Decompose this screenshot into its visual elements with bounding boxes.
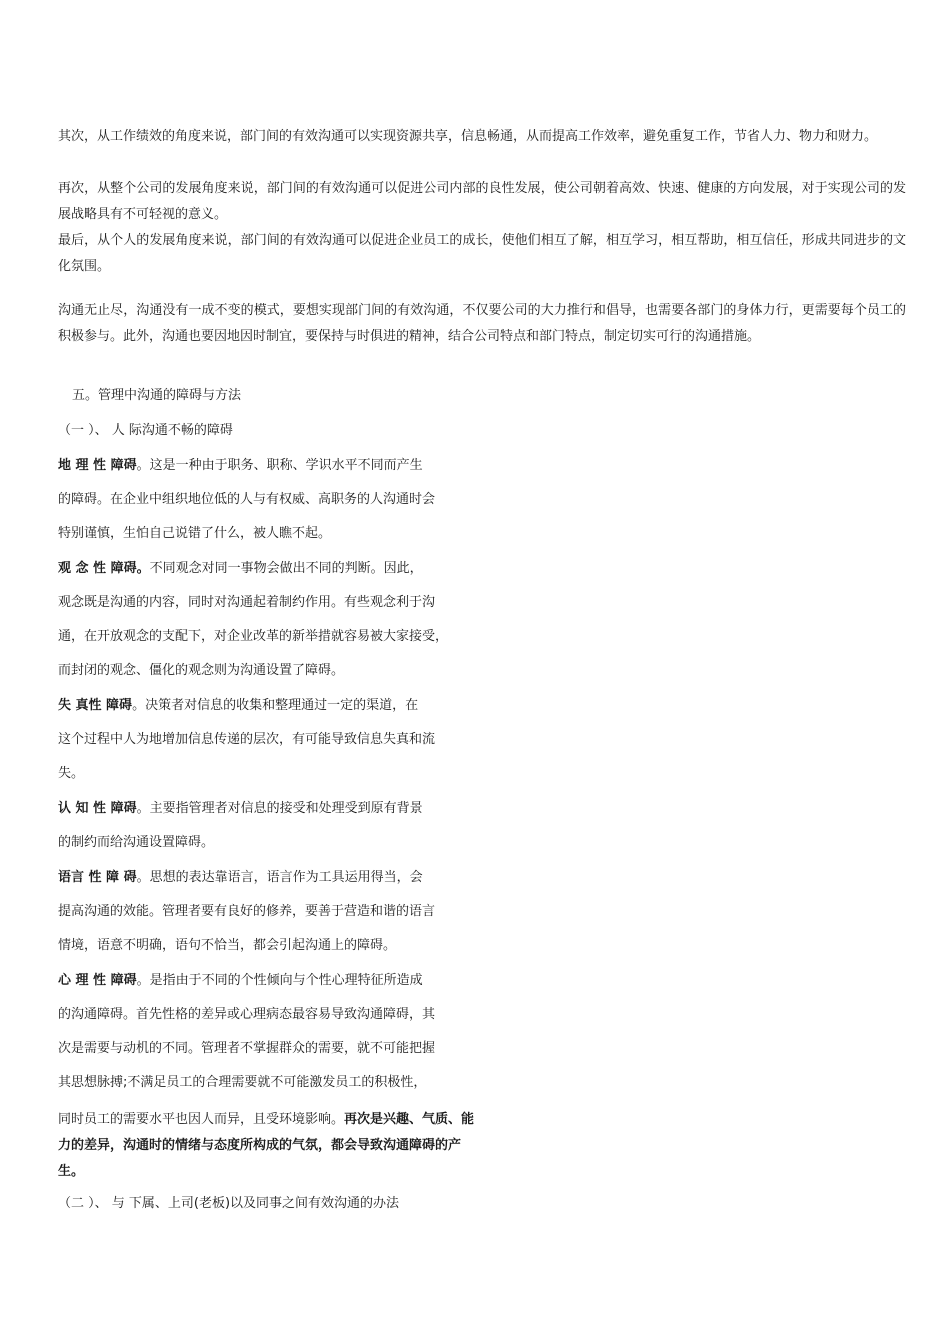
psych-barrier-line-2: 的沟通障碍。首先性格的差异或心理病态最容易导致沟通障碍，其 xyxy=(58,1007,436,1022)
geo-barrier-line-1: 地 理 性 障碍。这是一种由于职务、职称、学识水平不同而产生 xyxy=(58,458,423,473)
paragraph-work-performance: 其次，从工作绩效的角度来说，部门间的有效沟通可以实现资源共享，信息畅通，从而提高工作效率，避免重复工作，节省人力、物力和财力。 xyxy=(58,129,878,144)
idea-barrier-title: 观 念 性 障碍。 xyxy=(58,561,150,576)
subsection-heading-1: （一 ）、 人 际沟通不畅的障碍 xyxy=(58,423,233,438)
distortion-barrier-line-1: 失 真性 障碍。决策者对信息的收集和整理通过一定的渠道，在 xyxy=(58,698,419,713)
cognitive-barrier-line-1: 认 知 性 障碍。主要指管理者对信息的接受和处理受到原有背景 xyxy=(58,801,423,816)
psych-barrier-line-1: 心 理 性 障碍。是指由于不同的个性倾向与个性心理特征所造成 xyxy=(58,973,423,988)
idea-barrier-line-1: 观 念 性 障碍。不同观念对同一事物会做出不同的判断。因此， xyxy=(58,561,423,576)
geo-barrier-title: 地 理 性 障碍 xyxy=(58,458,137,473)
idea-barrier-line-3: 通，在开放观念的支配下，对企业改革的新举措就容易被大家接受， xyxy=(58,629,449,644)
subsection-heading-2: （二 ）、 与 下属、上司(老板)以及同事之间有效沟通的办法 xyxy=(58,1196,400,1211)
language-barrier-line-2: 提高沟通的效能。管理者要有良好的修养，要善于营造和谐的语言 xyxy=(58,904,436,919)
distortion-barrier-title: 失 真性 障碍 xyxy=(58,698,133,713)
language-barrier-line-1: 语言 性 障 碍。思想的表达靠语言，语言作为工具运用得当，会 xyxy=(58,870,423,885)
paragraph-communication-endless: 沟通无止尽，沟通没有一成不变的模式，要想实现部门间的有效沟通，不仅要公司的大力推行和倡导，也需要各部门的身体力行，更需要每个员工的积极参与。此外，沟通也要因地因时制宜，要保持与时俱进的精神，结合公司特点和部门特点，制定切实可行的沟通措施。 xyxy=(58,303,906,344)
idea-barrier-line-4: 而封闭的观念、僵化的观念则为沟通设置了障碍。 xyxy=(58,663,345,678)
paragraph-personal-development: 最后，从个人的发展角度来说，部门间的有效沟通可以促进企业员工的成长，使他们相互了解，相互学习，相互帮助，相互信任，形成共同进步的文化氛围。 xyxy=(58,233,906,274)
section-heading-5: 五。管理中沟通的障碍与方法 xyxy=(72,388,242,403)
psych-barrier-line-5: 同时员工的需要水平也因人而异，且受环境影响。再次是兴趣、气质、能力的差异，沟通时的情绪与态度所构成的气氛，都会导致沟通障碍的产生。 xyxy=(58,1112,475,1179)
distortion-barrier-line-2: 这个过程中人为地增加信息传递的层次，有可能导致信息失真和流 xyxy=(58,732,436,747)
language-barrier-line-3: 情境，语意不明确，语句不恰当，都会引起沟通上的障碍。 xyxy=(58,938,397,953)
cognitive-barrier-line-2: 的制约而给沟通设置障碍。 xyxy=(58,835,215,850)
psych-barrier-bold-text: 再次是兴趣、气质、能力的差异，沟通时的情绪与态度所构成的气氛，都会导致沟通障碍的产生。 xyxy=(58,1112,475,1179)
distortion-barrier-line-3: 失。 xyxy=(58,766,85,781)
language-barrier-title: 语言 性 障 碍 xyxy=(58,870,137,885)
psych-barrier-title: 心 理 性 障碍 xyxy=(58,973,137,988)
paragraph-company-development: 再次，从整个公司的发展角度来说，部门间的有效沟通可以促进公司内部的良性发展，使公司朝着高效、快速、健康的方向发展，对于实现公司的发展战略具有不可轻视的意义。 xyxy=(58,181,906,222)
psych-barrier-line-4: 其思想脉搏;不满足员工的合理需要就不可能激发员工的积极性， xyxy=(58,1075,427,1090)
geo-barrier-line-2: 的障碍。在企业中组织地位低的人与有权威、高职务的人沟通时会 xyxy=(58,492,436,507)
geo-barrier-line-3: 特别谨慎，生怕自己说错了什么，被人瞧不起。 xyxy=(58,526,332,541)
idea-barrier-line-2: 观念既是沟通的内容，同时对沟通起着制约作用。有些观念利于沟 xyxy=(58,595,436,610)
cognitive-barrier-title: 认 知 性 障碍 xyxy=(58,801,137,816)
psych-barrier-line-3: 次是需要与动机的不同。管理者不掌握群众的需要，就不可能把握 xyxy=(58,1041,436,1056)
